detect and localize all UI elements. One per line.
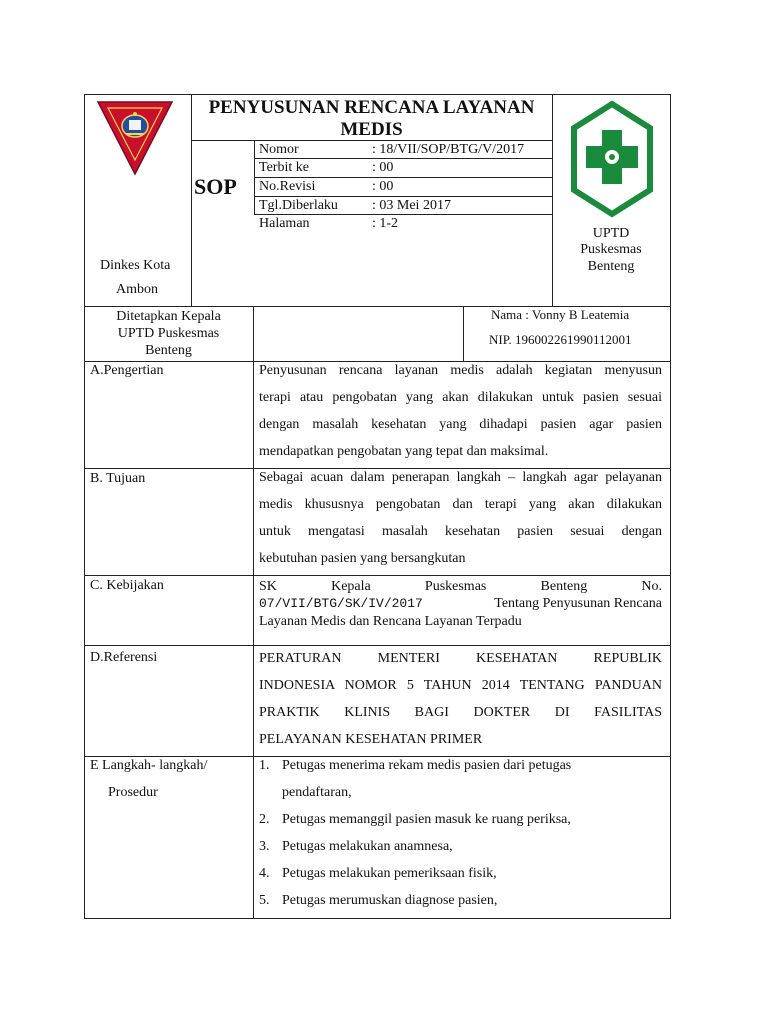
puskesmas-logo: [568, 98, 656, 220]
step-text: Petugas melakukan anamnesa,: [282, 839, 453, 854]
right-org-line3: Benteng: [587, 259, 635, 274]
meta-label-nomor: Nomor: [259, 142, 299, 157]
kebijakan-sk-number: 07/VII/BTG/SK/IV/2017: [259, 596, 423, 611]
step-number: 2.: [259, 812, 270, 827]
step-number: 3.: [259, 839, 270, 854]
tujuan-line-3: untuk mengatasi masalah kesehatan pasien sesuai dengan: [259, 524, 662, 539]
step-text-cont: pendaftaran,: [282, 785, 352, 800]
meta-value-nomor: : 18/VII/SOP/BTG/V/2017: [372, 142, 525, 157]
step-number: 4.: [259, 866, 270, 881]
kebijakan-line-3: Layanan Medis dan Rencana Layanan Terpadu: [259, 614, 522, 629]
pengertian-line-4: mendapatkan pengobatan yang tepat dan maksimal.: [259, 444, 549, 459]
section-label-kebijakan: C. Kebijakan: [90, 578, 164, 593]
left-org-line1: Dinkes Kota: [100, 258, 171, 273]
section-label-langkah: E Langkah- langkah/: [90, 758, 208, 773]
pengertian-line-1: Penyusunan rencana layanan medis adalah kegiatan menyusun: [259, 363, 662, 378]
meta-label-halaman: Halaman: [259, 216, 310, 231]
pengertian-line-3: dengan masalah kesehatan yang dihadapi pasien agar pasien: [259, 417, 662, 432]
meta-label-tgl: Tgl.Diberlaku: [259, 198, 338, 213]
approval-line3: Benteng: [145, 343, 192, 358]
dinkes-logo: [96, 98, 174, 178]
page-title-line2: MEDIS: [340, 119, 403, 140]
sop-label: SOP: [194, 174, 237, 199]
page-title-line1: PENYUSUNAN RENCANA LAYANAN: [208, 97, 535, 118]
step-text: Petugas melakukan pemeriksaan fisik,: [282, 866, 497, 881]
approver-name: Nama : Vonny B Leatemia: [491, 307, 630, 322]
kebijakan-line-1: SK Kepala Puskesmas Benteng No.: [259, 579, 662, 594]
right-org-line1: UPTD: [592, 226, 630, 241]
section-label-prosedur: Prosedur: [108, 785, 158, 800]
meta-label-terbit: Terbit ke: [259, 160, 309, 175]
step-number: 5.: [259, 893, 270, 908]
step-text: Petugas menerima rekam medis pasien dari petugas: [282, 758, 572, 773]
step-text: Petugas merumuskan diagnose pasien,: [282, 893, 498, 908]
approval-line1: Ditetapkan Kepala: [116, 309, 221, 324]
tujuan-line-2: medis khususnya pengobatan dan terapi yang akan dilakukan: [259, 497, 662, 512]
meta-label-revisi: No.Revisi: [259, 179, 316, 194]
left-org-line2: Ambon: [116, 282, 158, 297]
referensi-line-2: INDONESIA NOMOR 5 TAHUN 2014 TENTANG PANDUAN: [259, 678, 662, 693]
pengertian-line-2: terapi atau pengobatan yang akan dilakukan untuk pasien sesuai: [259, 390, 662, 405]
right-org-line2: Puskesmas: [580, 242, 642, 257]
kebijakan-line-2: [259, 595, 662, 612]
meta-value-halaman: : 1-2: [372, 216, 399, 231]
referensi-line-4: PELAYANAN KESEHATAN PRIMER: [259, 732, 483, 747]
kebijakan-line-2-rest: Tentang Penyusunan Rencana: [494, 596, 662, 611]
step-text: Petugas memanggil pasien masuk ke ruang periksa,: [282, 812, 571, 827]
section-label-referensi: D.Referensi: [90, 650, 158, 665]
approval-line2: UPTD Puskesmas: [117, 326, 220, 341]
referensi-line-1: PERATURAN MENTERI KESEHATAN REPUBLIK: [259, 651, 662, 666]
meta-value-revisi: : 00: [372, 179, 394, 194]
section-label-pengertian: A.Pengertian: [90, 363, 164, 378]
meta-value-tgl: : 03 Mei 2017: [372, 198, 451, 213]
tujuan-line-4: kebutuhan pasien yang bersangkutan: [259, 551, 466, 566]
tujuan-line-1: Sebagai acuan dalam penerapan langkah – langkah agar pelayanan: [259, 470, 662, 485]
step-number: 1.: [259, 758, 270, 773]
approver-nip: NIP. 196002261990112001: [489, 332, 632, 347]
section-label-tujuan: B. Tujuan: [90, 471, 146, 486]
referensi-line-3: PRAKTIK KLINIS BAGI DOKTER DI FASILITAS: [259, 705, 662, 720]
meta-value-terbit: : 00: [372, 160, 394, 175]
